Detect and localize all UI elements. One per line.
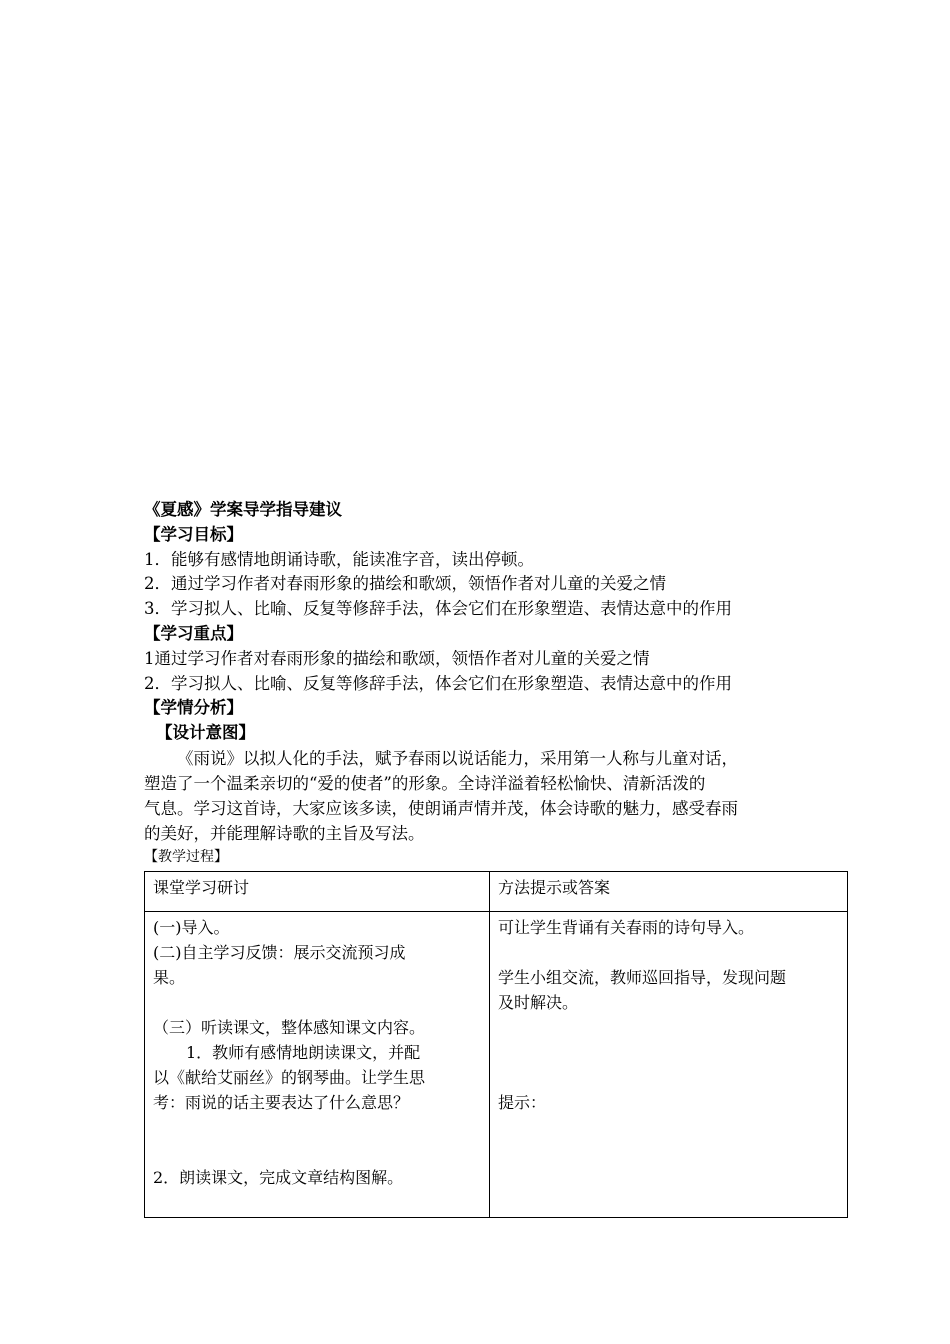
goal-item: 2．通过学习作者对春雨形象的描绘和歌颂，领悟作者对儿童的关爱之情 [144, 574, 666, 594]
column-header-study: 课堂学习研讨 [145, 872, 490, 912]
goal-item: 3．学习拟人、比喻、反复等修辞手法，体会它们在形象塑造、表情达意中的作用 [144, 599, 732, 619]
cell-line: (二)自主学习反馈：展示交流预习成 [153, 943, 406, 962]
process-heading: 【教学过程】 [144, 848, 228, 865]
cell-line: 学生小组交流，教师巡回指导，发现问题 [498, 968, 787, 987]
design-line: 《雨说》以拟人化的手法，赋予春雨以说话能力，采用第一人称与儿童对话， [177, 748, 738, 768]
focus-item: 2．学习拟人、比喻、反复等修辞手法，体会它们在形象塑造、表情达意中的作用 [144, 673, 732, 693]
goals-heading: 【学习目标】 [144, 524, 243, 544]
design-line: 气息。学习这首诗，大家应该多读，使朗诵声情并茂，体会诗歌的魅力，感受春雨 [144, 798, 738, 818]
cell-line: (一)导入。 [153, 918, 230, 937]
table-header-row [145, 872, 848, 912]
goal-item: 1．能够有感情地朗诵诗歌，能读准字音，读出停顿。 [144, 549, 534, 569]
analysis-heading: 【学情分析】 [144, 698, 243, 718]
table-row [145, 912, 848, 1218]
design-line: 塑造了一个温柔亲切的“爱的使者”的形象。全诗洋溢着轻松愉快、清新活泼的 [144, 773, 706, 793]
cell-line: 以《献给艾丽丝》的钢琴曲。让学生思 [153, 1068, 426, 1087]
document-title: 《夏感》学案导学指导建议 [144, 500, 342, 519]
column-header-method: 方法提示或答案 [490, 872, 848, 912]
cell-line: 考：雨说的话主要表达了什么意思？ [153, 1093, 410, 1112]
cell-line: 2．朗读课文，完成文章结构图解。 [153, 1168, 404, 1187]
design-heading: 【设计意图】 [156, 723, 255, 743]
design-line: 的美好，并能理解诗歌的主旨及写法。 [144, 823, 425, 843]
cell-line: （三）听读课文，整体感知课文内容。 [153, 1018, 426, 1037]
focus-item: 1通过学习作者对春雨形象的描绘和歌颂，领悟作者对儿童的关爱之情 [144, 648, 650, 668]
cell-line: 果。 [153, 968, 186, 987]
cell-line: 及时解决。 [498, 993, 579, 1012]
cell-line: 1．教师有感情地朗读课文，并配 [186, 1043, 421, 1062]
process-table [144, 871, 848, 1218]
study-cell [145, 912, 490, 1218]
design-paragraph [144, 746, 824, 846]
cell-line: 可让学生背诵有关春雨的诗句导入。 [498, 918, 755, 937]
method-cell [490, 912, 848, 1218]
focus-heading: 【学习重点】 [144, 623, 243, 643]
cell-line: 提示： [498, 1093, 547, 1112]
document-body [144, 498, 824, 866]
